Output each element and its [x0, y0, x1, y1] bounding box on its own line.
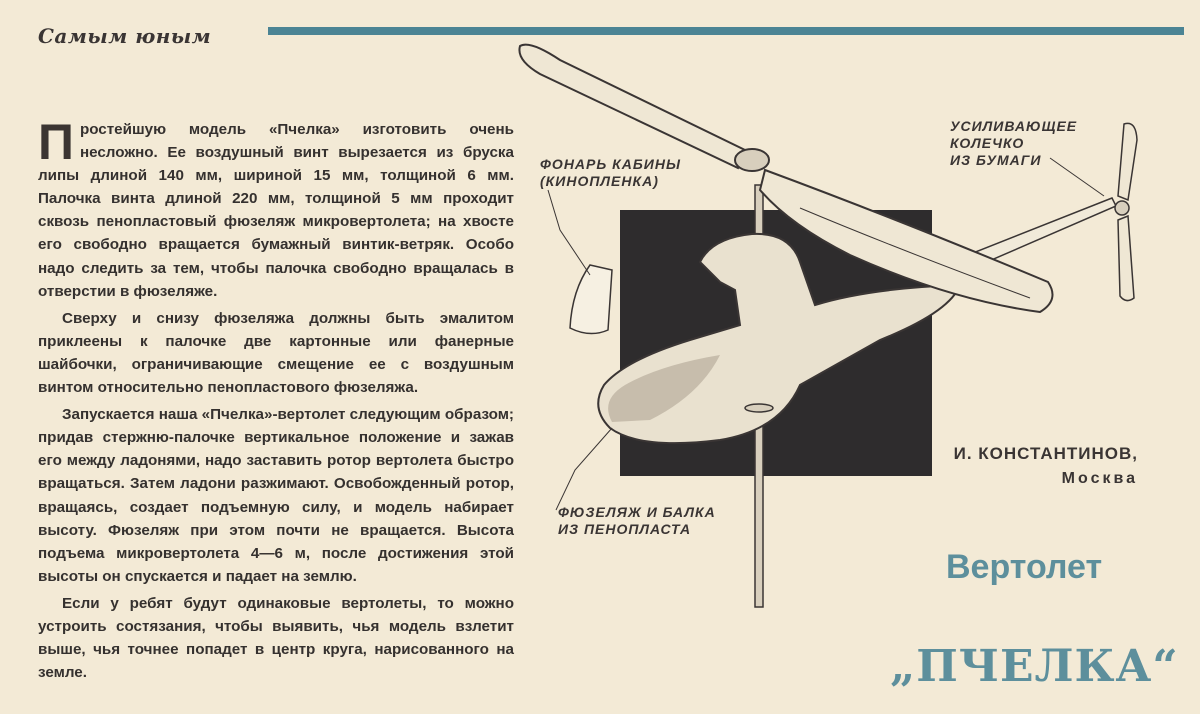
author-block [954, 441, 1138, 491]
tail-propeller [1115, 123, 1137, 300]
section-title: Самым юным [38, 24, 212, 48]
paragraph-1-text: ростейшую модель «Пчелка» изготовить очень несложно. Ее воздушный винт вырезается из бруска липы длиной 140 мм, шириной 15 мм, толщиной 6 мм. Палочка винта длиной 220 мм, толщиной 5 мм проходит сквозь пенопластовый фюзеляж микровертолета; на хвосте его свободно вращается бумажный винтик-ветряк. Особо надо следить за тем, чтобы палочка свободно вращалась в отверстии в фюзеляже. [38, 121, 514, 300]
canopy [570, 265, 612, 334]
author-city: Москва [1061, 470, 1138, 487]
lower-washer [745, 404, 773, 412]
fuselage-label-line-2: ИЗ ПЕНОПЛАСТА [558, 521, 692, 537]
canopy-leader [548, 190, 590, 275]
fuselage-label-line-1: ФЮЗЕЛЯЖ И БАЛКА [558, 504, 716, 520]
drop-cap: П [38, 114, 74, 170]
ring-label-line-3: ИЗ БУМАГИ [950, 152, 1042, 168]
ring-label-line-2: КОЛЕЧКО [950, 135, 1025, 151]
canopy-label-line-1: ФОНАРЬ КАБИНЫ [540, 156, 681, 172]
paragraph-3: Запускается наша «Пчелка»-вертолет следующим образом; придав стержню-палочке вертикальное положение и зажав его между ладонями, надо заставить ротор вертолета быстро вращаться. Затем ладони разжимают. Освобожденный ротор, вращаясь, создает подъемную силу, и модель набирает высоту. Фюзеляж при этом почти не вращается. Высота подъема микровертолета 4—6 м, после достижения этой высоты он спускается и падает на землю. [38, 406, 514, 585]
fuselage-leader [556, 428, 612, 510]
canopy-label [540, 156, 681, 190]
paragraph-4: Если у ребят будут одинаковые вертолеты, то можно устроить состязания, чтобы выявить, чья модель взлетит выше, чья точнее попадет в центр круга, нарисованного на земле. [38, 594, 514, 682]
canopy-label-line-2: (КИНОПЛЕНКА) [540, 173, 659, 189]
headline-title: Вертолет [946, 548, 1103, 586]
ring-label-line-1: УСИЛИВАЮЩЕЕ [950, 118, 1078, 134]
ring-label [950, 118, 1077, 169]
headline-model-name: „ПЧЕЛКА“ [890, 641, 1179, 692]
paragraph-2: Сверху и снизу фюзеляжа должны быть эмалитом приклеены к палочке две картонные или фанерные шайбочки, ограничивающие смещение ее с воздушным винтом относительно пенопластового фюзеляжа. [38, 309, 514, 397]
author-name: И. КОНСТАНТИНОВ, [953, 444, 1138, 463]
fuselage-label [558, 504, 716, 538]
